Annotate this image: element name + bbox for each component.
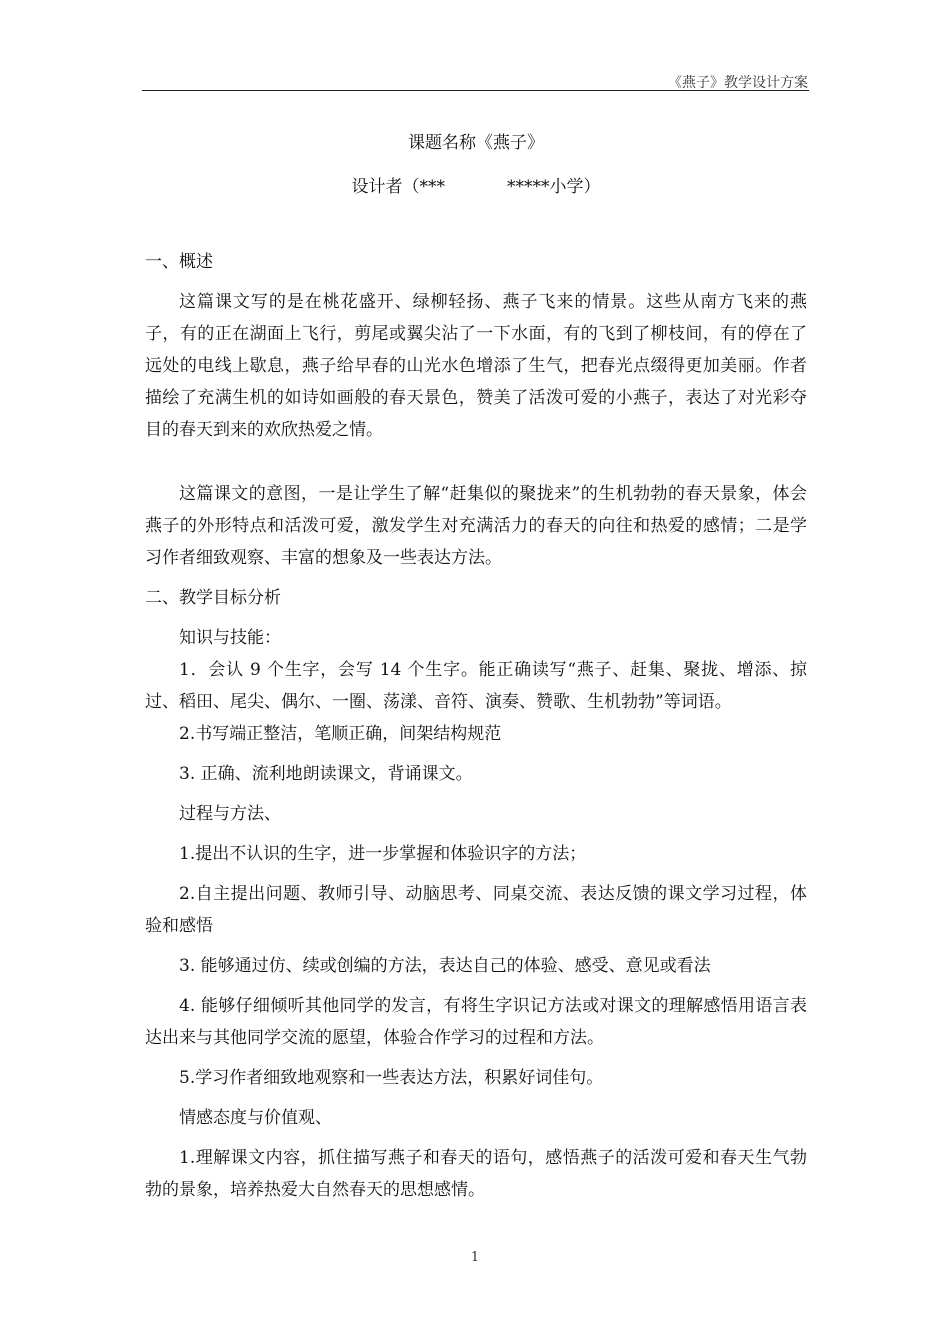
- process-item-1: 1.提出不认识的生字，进一步掌握和体验识字的方法；: [179, 844, 587, 864]
- section-heading-overview: 一、概述: [145, 252, 213, 272]
- designer-name: 设计者（***: [351, 177, 445, 197]
- document-body: [145, 130, 807, 1206]
- process-item-4: 4. 能够仔细倾听其他同学的发言，有将生字识记方法或对课文的理解感悟用语言表达出来与其他同学交流的愿望，体验合作学习的过程和方法。: [145, 996, 807, 1048]
- header-rule: [142, 90, 809, 91]
- designer-school: *****小学）: [507, 177, 601, 197]
- process-item-3: 3. 能够通过仿、续或创编的方法，表达自己的体验、感受、意见或看法: [179, 956, 711, 976]
- attitude-item-1: 1.理解课文内容，抓住描写燕子和春天的语句，感悟燕子的活泼可爱和春天生气勃勃的景象，培养热爱大自然春天的思想感情。: [145, 1148, 807, 1200]
- overview-paragraph-2: 这篇课文的意图，一是让学生了解“赶集似的聚拢来”的生机勃勃的春天景象，体会燕子的外形特点和活泼可爱，激发学生对充满活力的春天的向往和热爱的感情；二是学习作者细致观察、丰富的想象及一些表达方法。: [145, 484, 807, 568]
- designer-line: [145, 174, 807, 200]
- knowledge-item-3: 3. 正确、流利地朗读课文，背诵课文。: [179, 764, 473, 784]
- process-item-2: 2.自主提出问题、教师引导、动脑思考、同桌交流、表达反馈的课文学习过程，体验和感悟: [145, 884, 807, 936]
- knowledge-item-2: 2.书写端正整洁，笔顺正确，间架结构规范: [179, 724, 502, 744]
- attitude-heading: 情感态度与价值观、: [179, 1108, 332, 1128]
- running-header: 《燕子》教学设计方案: [668, 75, 808, 91]
- process-heading: 过程与方法、: [179, 804, 281, 824]
- overview-paragraph-1: 这篇课文写的是在桃花盛开、绿柳轻扬、燕子飞来的情景。这些从南方飞来的燕子，有的正在湖面上飞行，剪尾或翼尖沾了一下水面，有的飞到了柳枝间，有的停在了远处的电线上歇息，燕子给早春的山光水色增添了生气，把春光点缀得更加美丽。作者描绘了充满生机的如诗如画般的春天景色，赞美了活泼可爱的小燕子，表达了对光彩夺目的春天到来的欢欣热爱之情。: [145, 292, 807, 440]
- knowledge-item-1: 1．会认 9 个生字，会写 14 个生字。能正确读写“燕子、赶集、聚拢、增添、掠过、稻田、尾尖、偶尔、一圈、荡漾、音符、演奏、赞歌、生机勃勃”等词语。: [145, 660, 807, 712]
- document-title: 课题名称《燕子》: [408, 133, 544, 153]
- process-item-5: 5.学习作者细致地观察和一些表达方法，积累好词佳句。: [179, 1068, 604, 1088]
- section-heading-objectives: 二、教学目标分析: [145, 588, 281, 608]
- page-number: 1: [470, 1250, 480, 1265]
- knowledge-heading: 知识与技能：: [179, 628, 281, 648]
